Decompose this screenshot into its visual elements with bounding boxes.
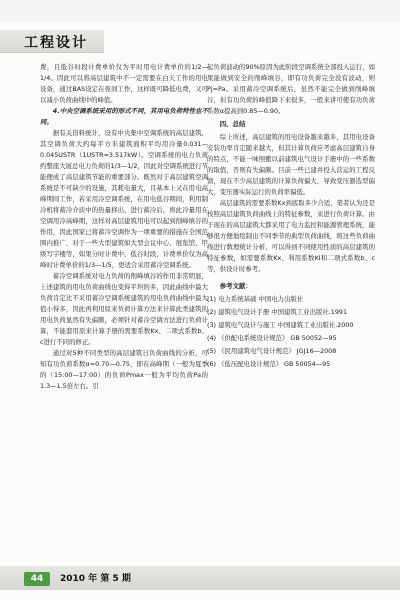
references-title: 参考文献： <box>219 282 252 290</box>
reference-item: (5) 《民用建筑电气设计规范》 JGJ16—2008 <box>207 347 337 355</box>
paragraph: 4.中央空调系统采用的形式不同，其用电负荷特性也不同。 <box>40 107 208 126</box>
paragraph: 费，且低谷时段计费单价仅为平时用电计费单价的1/2—1/4。因此可以将高层建筑中不一定需要在白天工作的用电设备，通过BAS设定在夜间工作，这样既可降低电费，又可以减小负荷曲线中的峰值。 <box>40 63 208 104</box>
right-column <box>207 62 375 372</box>
page-number: 44 <box>24 572 50 586</box>
reference-item: (4) 《供配电系统设计规范》 GB 50052—95 <box>207 334 337 342</box>
paragraph: 起负荷波动的90%原因为此阶段空调系统全部投入运行，如果能做到安全的削峰填谷，即有功负荷完全没有波动，则Pj=Pa。采用蓄冷空调系统后，虽然不能完全做到削峰填谷，但有功负荷的峰值降下来很多，一般来讲可使有功负荷系数α提高到0.85—0.90。 <box>207 63 375 115</box>
paragraph: 据有关资料统计，设有中央集中空调系统的高层建筑，其空调负荷大约每平方米建筑面积平均用冷量0.031—0.045USTR（1USTR=3.517kW）。空调系统的电力负荷约整座大厦总电力负荷的1/3—1/2，因此对空调系统进行节能便成了高层建筑节能的重要部分。既然对于高层建筑空调系统是不可缺少的设施，其耗电量大，且基本上又在用电高峰期间工作，若采用冷空调系统，在用电低谷期间，利用制冷机将蓄冷介质中的热量移出，进行蓄冷后，将此冷量用在空调用冷高峰期，这样对高层建筑用电可以起到削峰填谷的作用，因此国家已将蓄冷空调作为一项重要的措施在全国范围内推广，对于一些大型建筑如大型会议中心、展览馆、甲级写字楼等，如果分时计费中，低谷时段，计费单价仅为高峰时计费单价的1/3—1/5，更适合采用蓄冷空调系统。 <box>40 129 208 269</box>
paragraph: 蓄冷空调系统对电力负荷的削峰填谷的作用非常明显，上述建筑的用电负荷曲线也变得平坦的多，因此曲线中最大负荷肯定比不采用蓄冷空调系统建筑的用电负荷曲线中最大值小得多，因此再利用原来负荷计算方法来计算此类建筑的用电负荷显然有失偏颇，必须针对蓄冷空调方法进行负荷计算，不能套用原来计算手册的需要系数Kx、二项式系数b、c进行不同的修正。 <box>40 272 208 346</box>
references-list <box>207 294 375 370</box>
issue-label: 2010 年 第 5 期 <box>60 574 131 584</box>
paragraph: 通过对5种不同类型的高层建筑日负荷曲线的分析，可知有功负荷系数α=0.70—0.75，即在高峰期（一般为夏季的（15:00—17:00）的负荷Pmax一般为平均负荷Pa的1.3—1.5倍左右。引 <box>40 349 208 390</box>
paragraph: 高层建筑的需要系数Kx到底取多少合适，笔者认为还是按照高层建筑负荷曲线上的特征参数，来进行负荷计算。由于现在的高层建筑大都采用了电力监控和能源管理系统，能够很方便地绘制出不同季节的典型负荷曲线，将这些负荷曲线进行数理统计分析，可以得到不同使用性质的高层建筑的特征参数，如需要系数Kx、利用系数Kl和二项式系数b、c等，供设计时参考。 <box>207 199 375 273</box>
paragraph: 综上所述，高层建筑的用电设备越来越多，其用电设备安装功率肯定随来越大，但其计算负荷应考虑高层建筑自身的特点，不能一味照搬以前建筑电气设计手册中的一些系数的取值，否则有失偏颇。目前一些已建并投入营运的工程反馈，现在不少高层建筑的计算负荷偏大，导致变压器选型偏大，变压器实际运行的负荷率偏低。 <box>207 133 375 196</box>
reference-item: (3) 建筑电气设计与施工 中国建筑工业出版社.2000 <box>207 321 354 329</box>
reference-item: (6) 《低压配电设计规范》 GB 50054—95 <box>207 360 331 368</box>
journal-title: 工程设计 <box>24 35 88 51</box>
reference-item: (2) 建筑电气设计手册 中国建筑工业出版社.1991 <box>207 308 348 316</box>
left-column <box>40 62 208 392</box>
top-strip <box>0 0 400 22</box>
section-heading: 四、总结 <box>219 120 246 128</box>
reference-item: (1) 电力系统基础 中国电力出版社 <box>207 295 304 303</box>
